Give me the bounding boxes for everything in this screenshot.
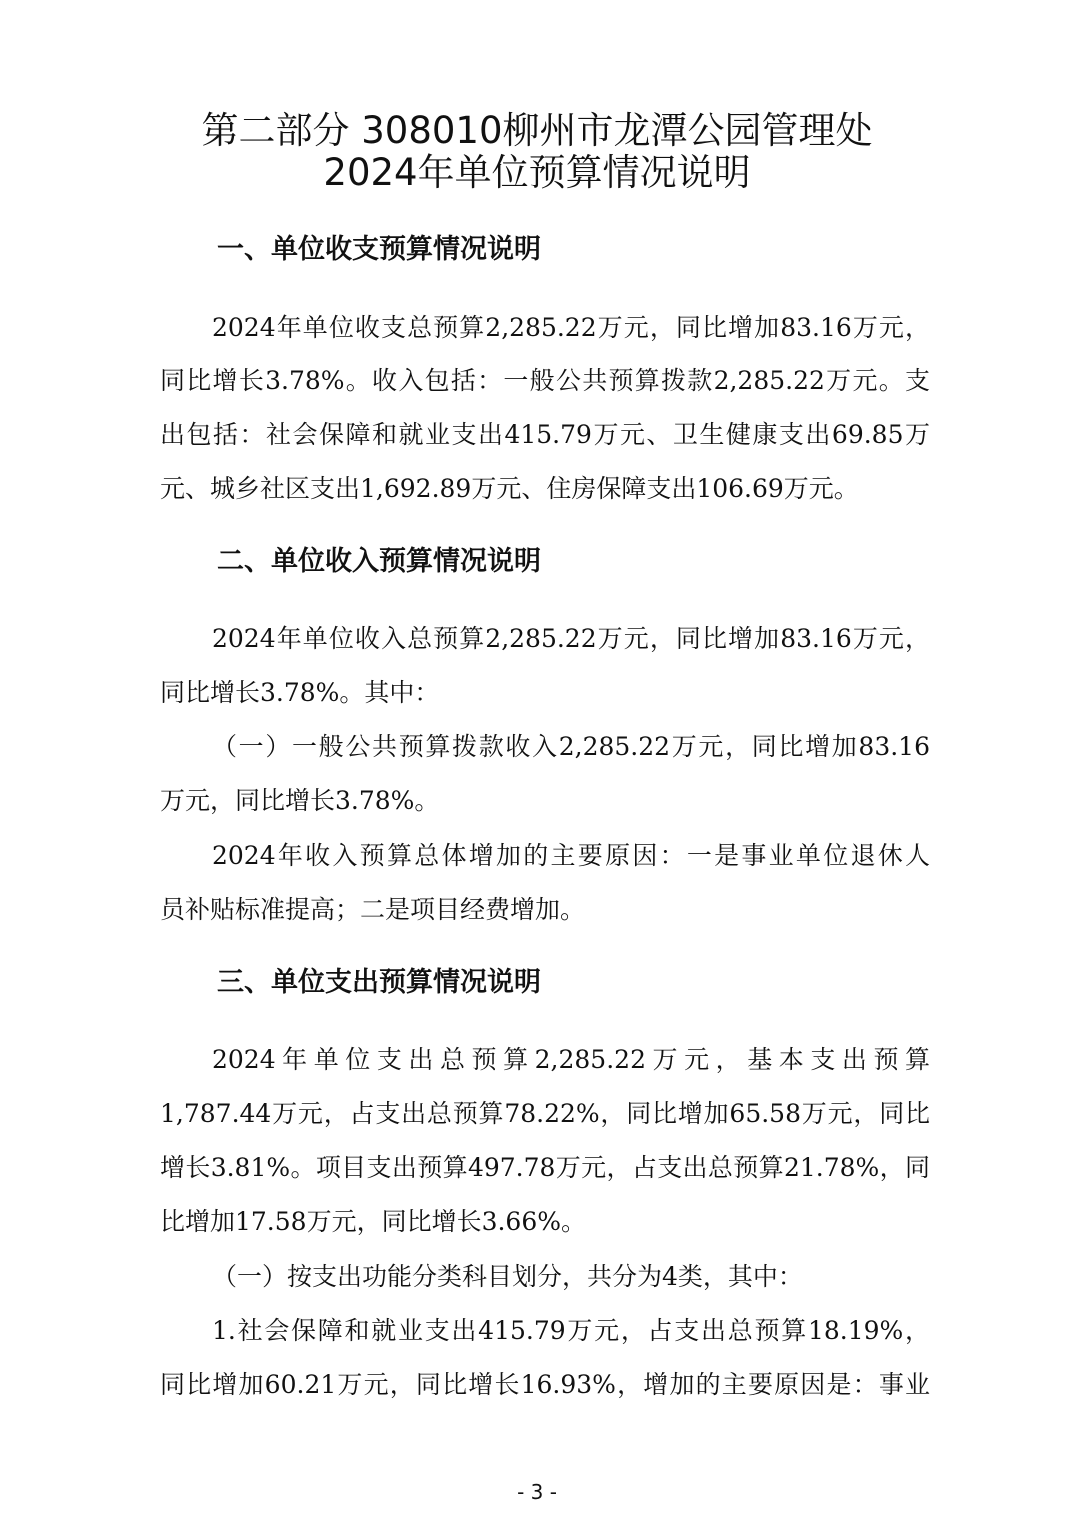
section-3-heading: 三、单位支出预算情况说明 bbox=[217, 967, 541, 998]
section-3-line-2: 1,787.44万元，占支出总预算78.22%，同比增加65.58万元，同比 bbox=[160, 1099, 930, 1128]
section-1-heading: 一、单位收支预算情况说明 bbox=[217, 234, 541, 265]
page-number: - 3 - bbox=[517, 1480, 557, 1504]
section-3-line-7: 同比增加60.21万元，同比增长16.93%，增加的主要原因是：事业 bbox=[160, 1370, 930, 1399]
section-2-line-4: 万元，同比增长3.78%。 bbox=[160, 786, 440, 815]
section-1-line-4: 元、城乡社区支出1,692.89万元、住房保障支出106.69万元。 bbox=[160, 474, 859, 503]
section-2-line-6: 员补贴标准提高；二是项目经费增加。 bbox=[160, 895, 586, 924]
section-3-line-6: 1.社会保障和就业支出415.79万元，占支出总预算18.19%， bbox=[212, 1316, 930, 1345]
section-3-line-1: 2024年单位支出总预算2,285.22万元，基本支出预算 bbox=[212, 1045, 930, 1074]
section-3-line-3: 增长3.81%。项目支出预算497.78万元，占支出总预算21.78%，同 bbox=[160, 1153, 930, 1182]
section-2-line-3: （一）一般公共预算拨款收入2,285.22万元，同比增加83.16 bbox=[212, 732, 930, 761]
section-3-line-4: 比增加17.58万元，同比增长3.66%。 bbox=[160, 1207, 586, 1236]
document-title-line-2: 2024年单位预算情况说明 bbox=[323, 151, 751, 194]
section-2-heading: 二、单位收入预算情况说明 bbox=[217, 546, 541, 577]
section-1-line-2: 同比增长3.78%。收入包括：一般公共预算拨款2,285.22万元。支 bbox=[160, 366, 930, 395]
section-1-line-3: 出包括：社会保障和就业支出415.79万元、卫生健康支出69.85万 bbox=[160, 420, 930, 449]
document-title-line-1: 第二部分 308010柳州市龙潭公园管理处 bbox=[201, 109, 873, 152]
section-2-line-2: 同比增长3.78%。其中： bbox=[160, 678, 440, 707]
section-2-line-5: 2024年收入预算总体增加的主要原因：一是事业单位退休人 bbox=[212, 841, 930, 870]
section-1-line-1: 2024年单位收支总预算2,285.22万元，同比增加83.16万元， bbox=[212, 313, 930, 342]
section-2-line-1: 2024年单位收入总预算2,285.22万元，同比增加83.16万元， bbox=[212, 624, 930, 653]
section-3-line-5: （一）按支出功能分类科目划分，共分为4类，其中： bbox=[212, 1262, 803, 1291]
